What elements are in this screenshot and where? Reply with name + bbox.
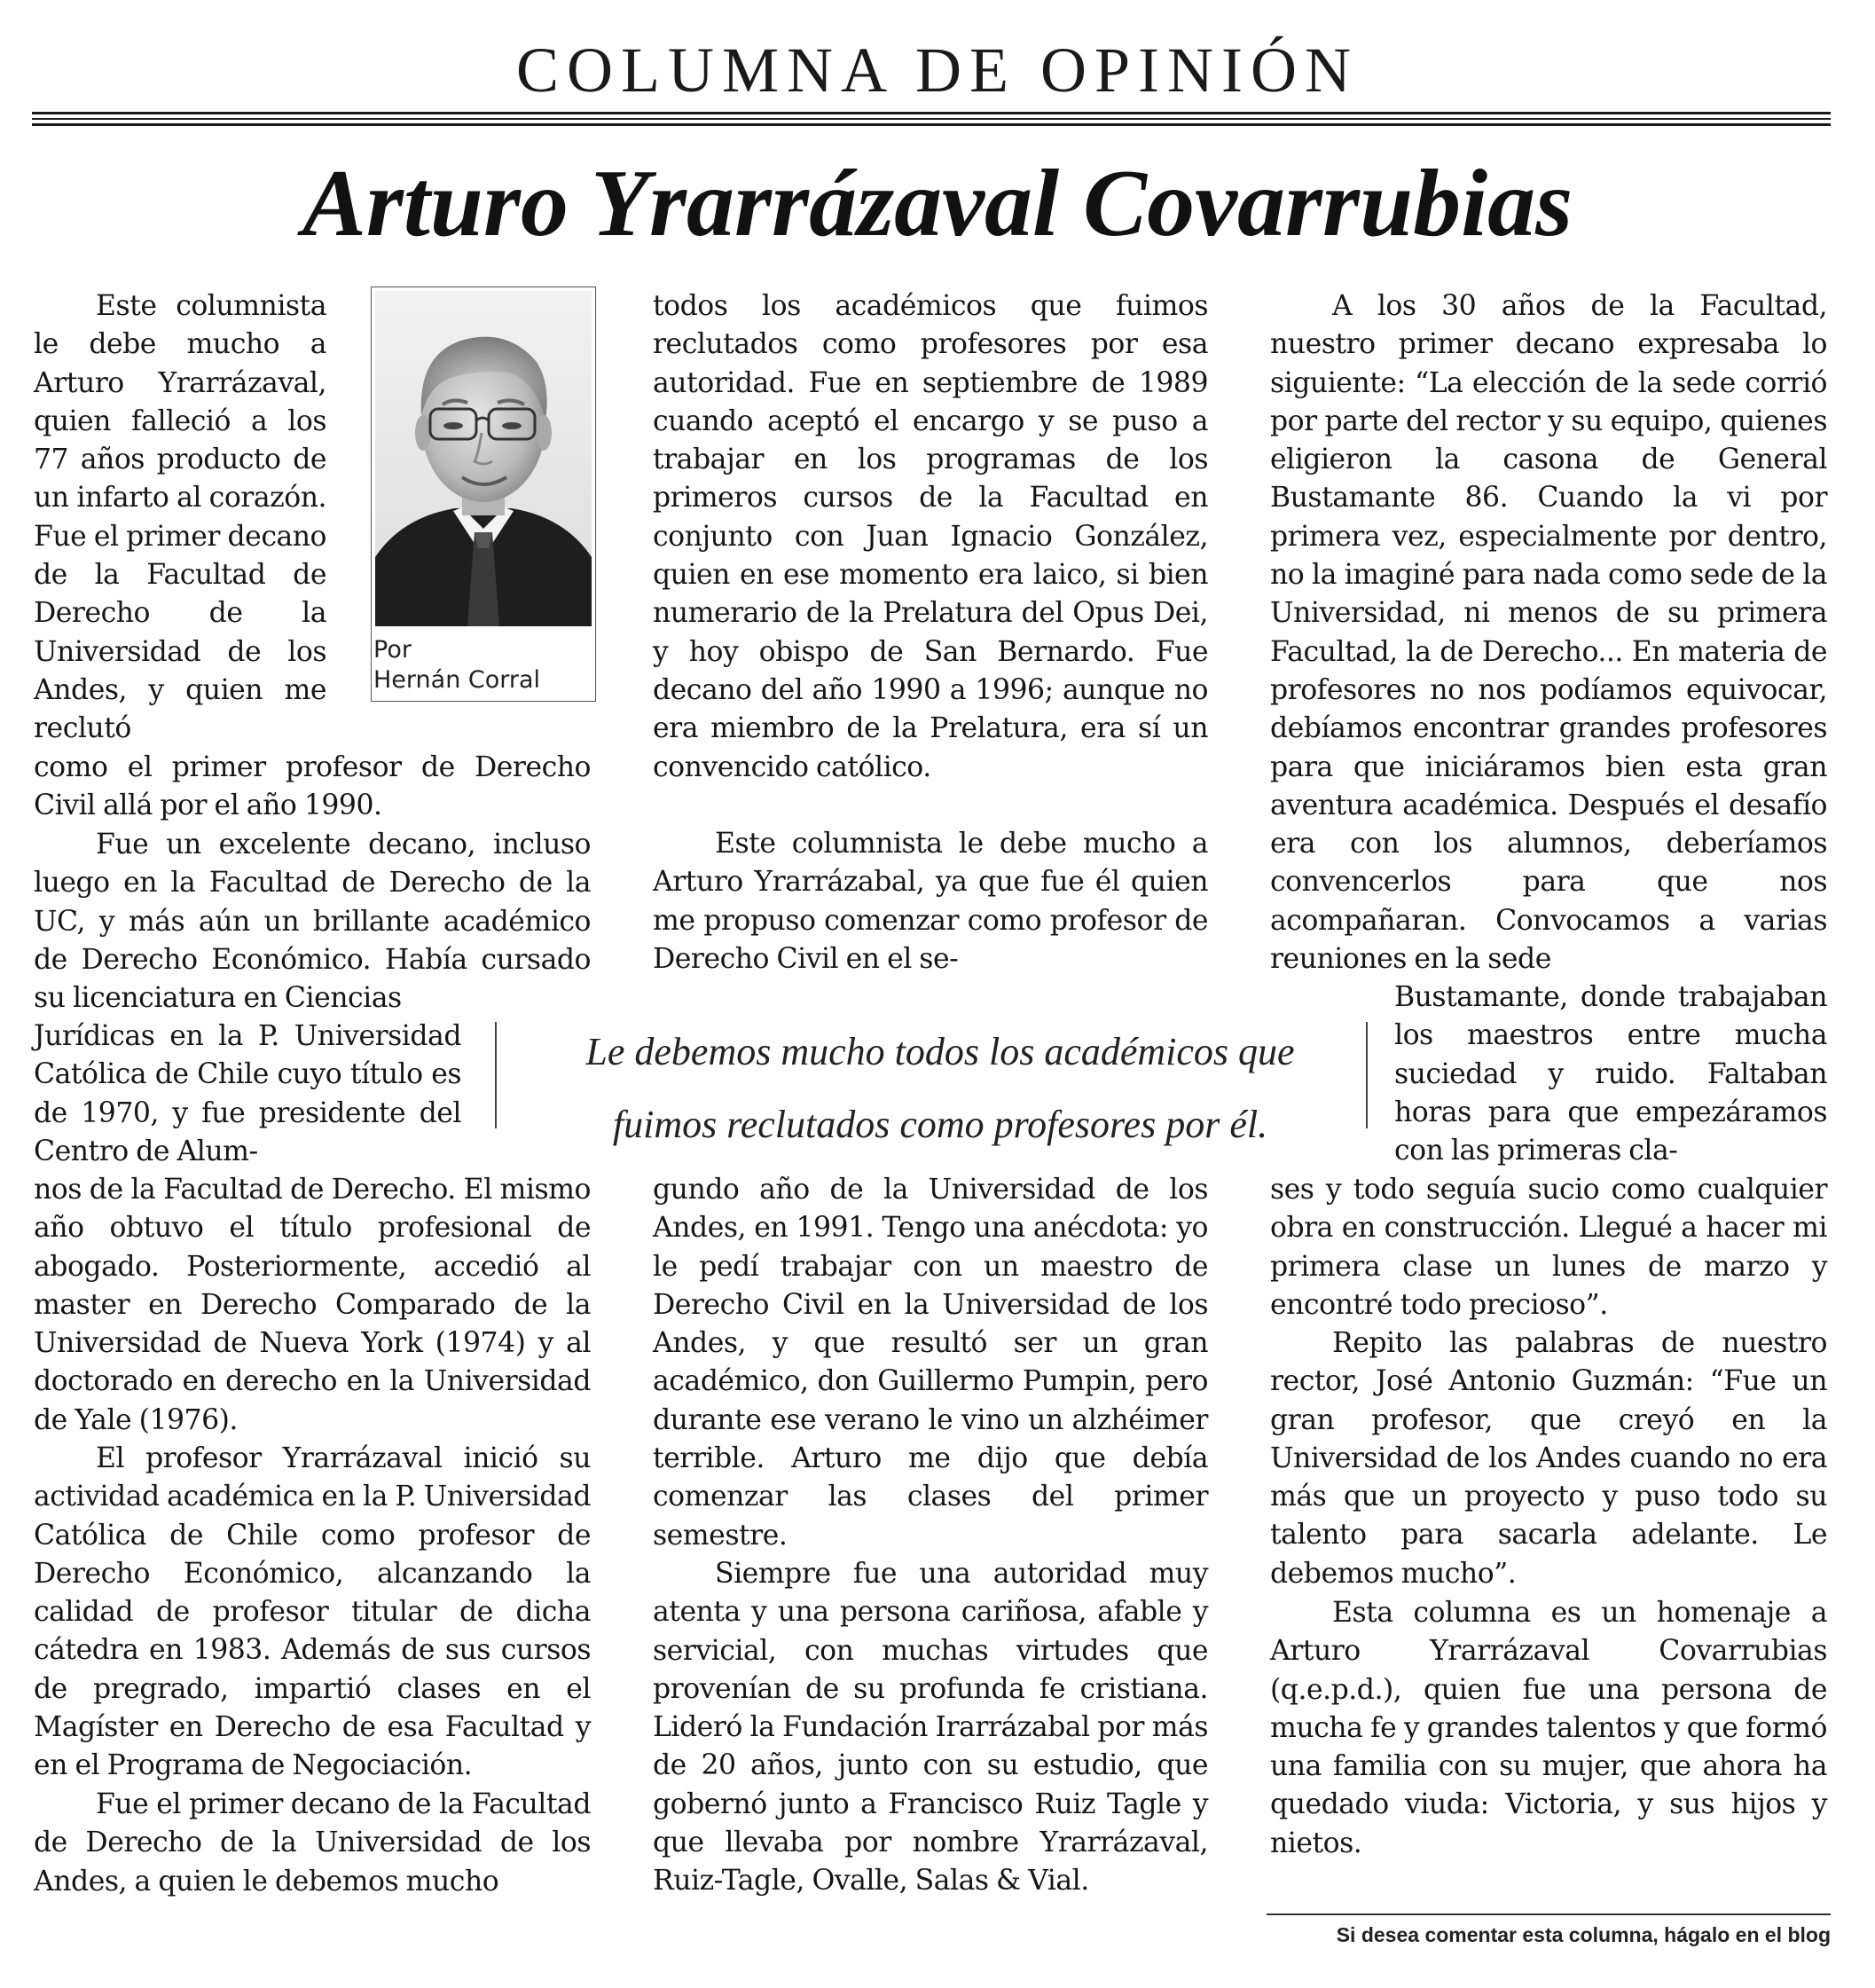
pullquote bbox=[497, 1016, 1384, 1161]
caption-by: Por bbox=[373, 636, 412, 664]
col1-paragraph-2b: Jurídicas en la P. Universidad Católica de Chile cuyo título es de 1970, y fue presidente del Centro de Alum- bbox=[34, 1020, 461, 1167]
section-header: COLUMNA DE OPINIÓN bbox=[516, 35, 1359, 106]
header-rule-middle bbox=[32, 118, 1831, 120]
col3-paragraph-1c: ses y todo seguía sucio como cualquier obra en construcción. Llegué a hacer mi primera clase un lunes de marzo y encontré todo precioso”. bbox=[1270, 1174, 1827, 1321]
header-rule-top bbox=[32, 112, 1831, 114]
col2-paragraph-1: todos los académicos que fuimos reclutados como profesores por esa autoridad. Fue en septiembre de 1989 cuando aceptó el encargo y se puso a trabajar en los programas de los primeros cursos de la Facultad en conjunto con Juan Ignacio González, quien en ese momento era laico, si bien numerario de la Prelatura del Opus Dei, y hoy obispo de San Bernardo. Fue decano del año 1990 a 1996; aunque no era miembro de la Prelatura, era sí un convencido católico. bbox=[653, 290, 1208, 783]
author-photo-box bbox=[371, 287, 596, 702]
pullquote-right-bar bbox=[1366, 1022, 1368, 1128]
col3-paragraph-3: Esta columna es un homenaje a Arturo Yrarrázaval Covarrubias (q.e.p.d.), quien fue una persona de mucha fe y grandes talentos y que formó una familia con su mujer, que ahora ha quedado viuda: Victoria, y sus hijos y nietos. bbox=[1270, 1597, 1827, 1859]
col2-paragraph-4: Siempre fue una autoridad muy atenta y una persona cariñosa, afable y servicial, con muchas virtudes que provenían de su profunda fe cristiana. Lideró la Fundación Irarrázabal por más de 20 años, junto con su estudio, que gobernó junto a Francisco Ruiz Tagle y que llevaba por nombre Yrarrázaval, Ruiz-Tagle, Ovalle, Salas & Vial. bbox=[653, 1558, 1208, 1898]
col2-paragraph-3: gundo año de la Universidad de los Andes, en 1991. Tengo una anécdota: yo le pedí trabajar con un maestro de Derecho Civil en la Universidad de los Andes, y que resultó ser un gran académico, don Guillermo Pumpin, pero durante ese verano le vino un alzhéimer terrible. Arturo me dijo que debía comenzar las clases del primer semestre. bbox=[653, 1174, 1208, 1552]
col3-paragraph-1a: A los 30 años de la Facultad, nuestro primer decano expresaba lo siguiente: “La elección de la sede corrió por parte del rector y su equipo, quienes eligieron la casona de General Bustamante 86. Cuando la vi por primera vez, especialmente por dentro, no la imaginé para nada como sede de la Universidad, ni menos de su primera Facultad, la de Derecho... En materia de profesores no nos podíamos equivocar, debíamos encontrar grandes profesores para que iniciáramos bien esta gran aventura académica. Después el desafío era con los alumnos, deberíamos convencerlos para que nos acompañaran. Convocamos a varias reuniones en la sede bbox=[1270, 290, 1827, 976]
col1-paragraph-1b: como el primer profesor de Derecho Civil allá por el año 1990. bbox=[34, 751, 591, 822]
blog-comment-note[interactable]: Si desea comentar esta columna, hágalo en el blog bbox=[1336, 1923, 1831, 1946]
col1-paragraph-2a: Fue un excelente decano, incluso luego en la Facultad de Derecho de la UC, y más aún un brillante académico de Derecho Económico. Había cursado su licenciatura en Ciencias bbox=[34, 829, 591, 1015]
headline: Arturo Yrarrázaval Covarrubias bbox=[302, 151, 1573, 256]
col1-paragraph-2c: nos de la Facultad de Derecho. El mismo año obtuvo el título profesional de abogado. Posteriormente, accedió al master en Derecho Comparado de la Universidad de Nueva York (1974) y al doctorado en derecho en la Universidad de Yale (1976). bbox=[34, 1174, 591, 1436]
header-rule-bottom bbox=[32, 123, 1831, 126]
col1-paragraph-1a: Este columnista le debe mucho a Arturo Yrarrázaval, quien falleció a los 77 años producto de un infarto al corazón. Fue el primer decano de la Facultad de Derecho de la Universidad de los Andes, y quien me reclutó bbox=[34, 290, 326, 745]
author-portrait bbox=[375, 291, 592, 626]
caption-author: Hernán Corral bbox=[373, 666, 541, 694]
col2-paragraph-2: Este columnista le debe mucho a Arturo Yrarrázabal, ya que fue él quien me propuso comenzar como profesor de Derecho Civil en el se- bbox=[653, 828, 1208, 975]
col3-paragraph-2: Repito las palabras de nuestro rector, José Antonio Guzmán: “Fue un gran profesor, que creyó en la Universidad de los Andes cuando no era más que un proyecto y puso todo su talento para sacarla adelante. Le debemos mucho”. bbox=[1270, 1327, 1827, 1590]
pullquote-line-2: fuimos reclutados como profesores por él. bbox=[612, 1103, 1268, 1146]
col3-paragraph-1b: Bustamante, donde trabajaban los maestros entre mucha suciedad y ruido. Faltaban horas para que empezáramos con las primeras cla- bbox=[1394, 981, 1827, 1167]
photo-caption bbox=[372, 635, 595, 695]
col1-paragraph-4: Fue el primer decano de la Facultad de Derecho de la Universidad de los Andes, a quien le debemos mucho bbox=[34, 1788, 591, 1898]
col1-paragraph-3: El profesor Yrarrázaval inició su actividad académica en la P. Universidad Católica de Chile como profesor de Derecho Económico, alcanzando la calidad de profesor titular de dicha cátedra en 1983. Además de sus cursos de pregrado, impartió clases en el Magíster en Derecho de esa Facultad y en el Programa de Negociación. bbox=[34, 1442, 591, 1782]
footer-rule bbox=[1267, 1913, 1831, 1915]
pullquote-line-1: Le debemos mucho todos los académicos que bbox=[585, 1030, 1295, 1073]
